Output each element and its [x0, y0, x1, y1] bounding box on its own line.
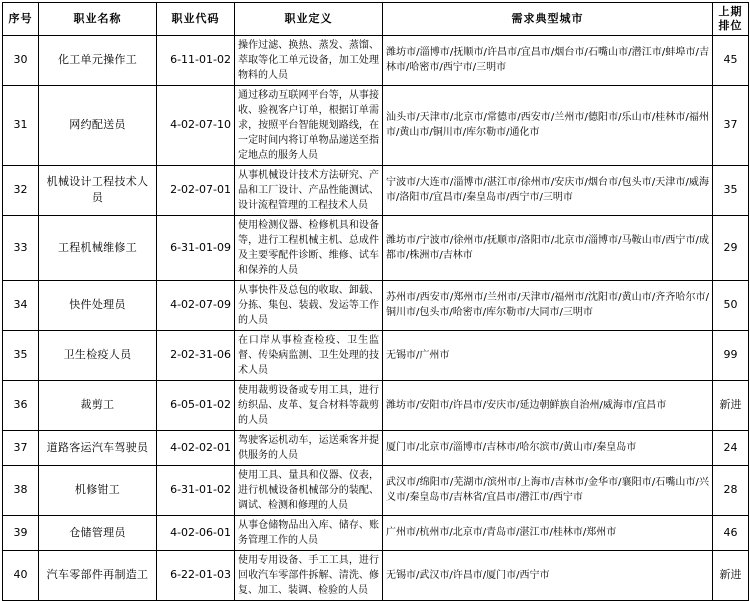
cell-occupation-definition: 操作过滤、换热、蒸发、蒸馏、萃取等化工单元设备，加工处理物料的人员	[235, 35, 383, 85]
cell-seq: 38	[3, 465, 39, 515]
cell-occupation-code: 4-02-07-09	[157, 280, 235, 330]
cell-previous-rank: 46	[713, 515, 749, 550]
cell-occupation-name: 化工单元操作工	[39, 35, 157, 85]
cell-demand-cities: 无锡市/广州市	[383, 330, 713, 380]
cell-occupation-name: 汽车零部件再制造工	[39, 550, 157, 600]
cell-occupation-definition: 从事仓储物品出入库、储存、账务管理工作的人员	[235, 515, 383, 550]
cell-previous-rank: 新进	[713, 380, 749, 430]
table-row	[3, 35, 749, 85]
cell-previous-rank: 新进	[713, 550, 749, 600]
column-header-definition: 职业定义	[235, 3, 383, 36]
cell-occupation-definition: 从事快件及总包的收取、卸载、分拣、集包、装载、发运等工作的人员	[235, 280, 383, 330]
cell-occupation-name: 快件处理员	[39, 280, 157, 330]
cell-seq: 36	[3, 380, 39, 430]
cell-occupation-code: 6-22-01-03	[157, 550, 235, 600]
cell-seq: 34	[3, 280, 39, 330]
cell-occupation-name: 仓储管理员	[39, 515, 157, 550]
cell-demand-cities: 广州市/杭州市/北京市/青岛市/湛江市/桂林市/郑州市	[383, 515, 713, 550]
cell-seq: 30	[3, 35, 39, 85]
cell-occupation-code: 6-11-01-02	[157, 35, 235, 85]
cell-occupation-name: 裁剪工	[39, 380, 157, 430]
table-header	[3, 3, 749, 36]
column-header-rank	[713, 3, 749, 36]
cell-occupation-code: 6-31-01-02	[157, 465, 235, 515]
cell-occupation-definition: 通过移动互联网平台等，从事接收、验视客户订单，根据订单需求，按照平台智能规划路线，在一定时间内将订单物品递送至指定地点的服务人员	[235, 85, 383, 165]
cell-previous-rank: 35	[713, 165, 749, 215]
cell-occupation-name: 道路客运汽车驾驶员	[39, 430, 157, 465]
table-row	[3, 465, 749, 515]
column-header-rank-line2: 排位	[718, 18, 743, 32]
cell-demand-cities: 宁波市/大连市/淄博市/湛江市/徐州市/安庆市/烟台市/包头市/天津市/威海市/洛阳市/宜昌市/秦皇岛市/西宁市/三明市	[383, 165, 713, 215]
cell-occupation-name: 机修钳工	[39, 465, 157, 515]
cell-demand-cities: 苏州市/西安市/郑州市/兰州市/天津市/福州市/沈阳市/黄山市/齐齐哈尔市/铜川市/包头市/哈密市/库尔勒市/大同市/三明市	[383, 280, 713, 330]
cell-seq: 35	[3, 330, 39, 380]
cell-occupation-definition: 使用检测仪器、检修机具和设备等，进行工程机械主机、总成件及主要零配件诊断、维修、试车和保养的人员	[235, 215, 383, 280]
cell-seq: 39	[3, 515, 39, 550]
cell-demand-cities: 潍坊市/淄博市/抚顺市/许昌市/宜昌市/烟台市/石嘴山市/潜江市/蚌埠市/吉林市/哈密市/西宁市/三明市	[383, 35, 713, 85]
cell-demand-cities: 汕头市/天津市/北京市/常德市/西安市/兰州市/德阳市/乐山市/桂林市/福州市/黄山市/铜川市/库尔勒市/通化市	[383, 85, 713, 165]
cell-seq: 32	[3, 165, 39, 215]
table-row	[3, 280, 749, 330]
cell-occupation-code: 4-02-06-01	[157, 515, 235, 550]
cell-demand-cities: 武汉市/绵阳市/芜湖市/滨州市/上海市/吉林市/金华市/襄阳市/石嘴山市/兴义市/秦皇岛市/吉林省/宜昌市/潜江市/西宁市	[383, 465, 713, 515]
table-row	[3, 515, 749, 550]
cell-seq: 40	[3, 550, 39, 600]
cell-demand-cities: 厦门市/北京市/淄博市/吉林市/哈尔滨市/黄山市/秦皇岛市	[383, 430, 713, 465]
header-row	[3, 3, 749, 36]
cell-occupation-definition: 使用工具、量具和仪器、仪表，进行机械设备机械部分的装配、调试、检测和修理的人员	[235, 465, 383, 515]
occupation-table	[2, 2, 749, 601]
table-row	[3, 215, 749, 280]
table-row	[3, 380, 749, 430]
cell-occupation-code: 6-05-01-02	[157, 380, 235, 430]
cell-occupation-code: 4-02-02-01	[157, 430, 235, 465]
cell-occupation-definition: 使用专用设备、手工工具，进行回收汽车零部件拆解、清洗、修复、加工、装调、检验的人员	[235, 550, 383, 600]
table-row	[3, 330, 749, 380]
cell-previous-rank: 28	[713, 465, 749, 515]
cell-previous-rank: 99	[713, 330, 749, 380]
cell-occupation-name: 机械设计工程技术人员	[39, 165, 157, 215]
cell-seq: 33	[3, 215, 39, 280]
column-header-city: 需求典型城市	[383, 3, 713, 36]
cell-occupation-definition: 使用裁剪设备或专用工具，进行纺织品、皮革、复合材料等裁剪的人员	[235, 380, 383, 430]
cell-occupation-code: 2-02-07-01	[157, 165, 235, 215]
cell-previous-rank: 45	[713, 35, 749, 85]
cell-seq: 31	[3, 85, 39, 165]
column-header-name: 职业名称	[39, 3, 157, 36]
cell-occupation-definition: 从事机械设计技术方法研究、产品和工厂设计、产品性能测试、设计流程管理的工程技术人员	[235, 165, 383, 215]
cell-occupation-definition: 在口岸从事检查检疫、卫生监督、传染病监测、卫生处理的技术人员	[235, 330, 383, 380]
cell-demand-cities: 潍坊市/安阳市/许昌市/安庆市/延边朝鲜族自治州/威海市/宜昌市	[383, 380, 713, 430]
column-header-rank-line1: 上期	[718, 5, 743, 18]
column-header-seq: 序号	[3, 3, 39, 36]
cell-demand-cities: 无锡市/武汉市/许昌市/厦门市/西宁市	[383, 550, 713, 600]
cell-demand-cities: 潍坊市/宁波市/徐州市/抚顺市/洛阳市/北京市/淄博市/马鞍山市/西宁市/成都市/株洲市/吉林市	[383, 215, 713, 280]
table-body	[3, 35, 749, 600]
table-row	[3, 550, 749, 600]
cell-occupation-code: 6-31-01-09	[157, 215, 235, 280]
table-row	[3, 165, 749, 215]
cell-seq: 37	[3, 430, 39, 465]
cell-occupation-name: 卫生检疫人员	[39, 330, 157, 380]
cell-previous-rank: 24	[713, 430, 749, 465]
cell-previous-rank: 29	[713, 215, 749, 280]
column-header-code: 职业代码	[157, 3, 235, 36]
table-row	[3, 85, 749, 165]
cell-occupation-definition: 驾驶客运机动车，运送乘客并提供服务的人员	[235, 430, 383, 465]
table-row	[3, 430, 749, 465]
cell-occupation-name: 工程机械维修工	[39, 215, 157, 280]
cell-occupation-code: 4-02-07-10	[157, 85, 235, 165]
cell-occupation-name: 网约配送员	[39, 85, 157, 165]
cell-previous-rank: 37	[713, 85, 749, 165]
cell-previous-rank: 50	[713, 280, 749, 330]
cell-occupation-code: 2-02-31-06	[157, 330, 235, 380]
